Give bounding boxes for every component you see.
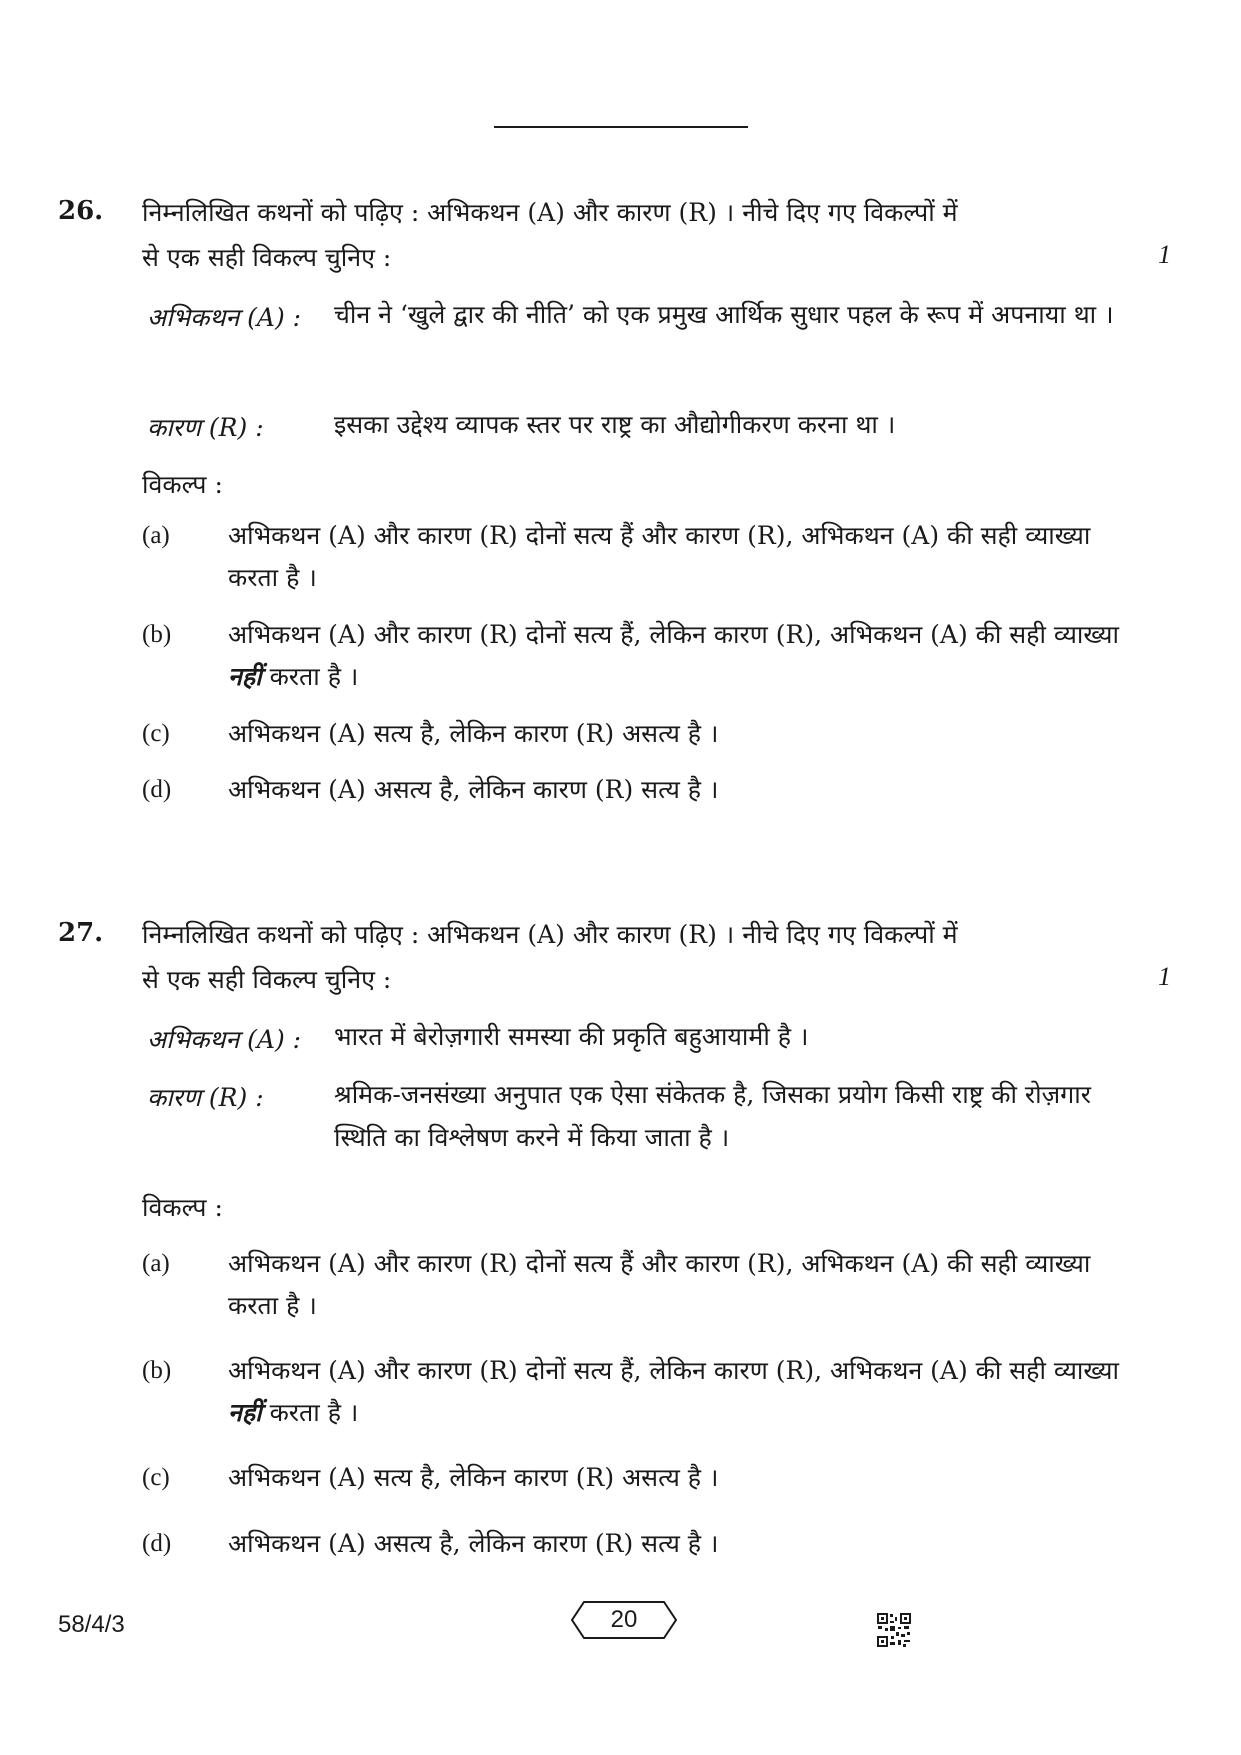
top-divider-rule (494, 126, 748, 128)
question-intro-line1: निम्नलिखित कथनों को पढ़िए : अभिकथन (A) और कारण (R) । नीचे दिए गए विकल्पों में (142, 920, 958, 949)
option-letter-d: (d) (142, 776, 172, 803)
option-letter-a: (a) (142, 522, 170, 549)
option-letter-c: (c) (142, 1464, 170, 1491)
option-text-c: अभिकथन (A) सत्य है, लेकिन कारण (R) असत्य है । (228, 1463, 719, 1492)
question-number: 26. (58, 196, 104, 226)
options-heading: विकल्प : (142, 470, 223, 499)
assertion-label: अभिकथन (A) : (147, 1025, 302, 1054)
reason-text: श्रमिक-जनसंख्या अनुपात एक ऐसा संकेतक है, जिसका प्रयोग किसी राष्ट्र की रोज़गार स्थिति का विश्लेषण करने में किया जाता है । (334, 1080, 1091, 1152)
reason-label: कारण (R) : (147, 413, 264, 442)
option-text-d: अभिकथन (A) असत्य है, लेकिन कारण (R) सत्य है । (228, 775, 719, 804)
reason-label: कारण (R) : (147, 1083, 264, 1112)
reason-text: इसका उद्देश्य व्यापक स्तर पर राष्ट्र का औद्योगीकरण करना था । (334, 410, 896, 439)
assertion-text: भारत में बेरोज़गारी समस्या की प्रकृति बहुआयामी है । (334, 1022, 809, 1051)
page-number: 20 (610, 1606, 638, 1633)
option-text-b: अभिकथन (A) और कारण (R) दोनों सत्य हैं, लेकिन कारण (R), अभिकथन (A) की सही व्याख्या नहीं करता है । (228, 620, 1120, 691)
paper-code: 58/4/3 (58, 1611, 125, 1638)
option-letter-c: (c) (142, 720, 170, 747)
option-letter-d: (d) (142, 1530, 172, 1557)
option-text-c: अभिकथन (A) सत्य है, लेकिन कारण (R) असत्य है । (228, 719, 719, 748)
option-text-d: अभिकथन (A) असत्य है, लेकिन कारण (R) सत्य है । (228, 1529, 719, 1558)
option-text-a: अभिकथन (A) और कारण (R) दोनों सत्य हैं और कारण (R), अभिकथन (A) की सही व्याख्या करता है । (228, 1249, 1091, 1320)
question-intro-line1: निम्नलिखित कथनों को पढ़िए : अभिकथन (A) और कारण (R) । नीचे दिए गए विकल्पों में (142, 198, 958, 227)
question-intro-line2: से एक सही विकल्प चुनिए : (142, 965, 392, 994)
assertion-text: चीन ने ‘खुले द्वार की नीति’ को एक प्रमुख आर्थिक सुधार पहल के रूप में अपनाया था । (334, 300, 1114, 329)
question-intro-line2: से एक सही विकल्प चुनिए : (142, 243, 392, 272)
option-text-a: अभिकथन (A) और कारण (R) दोनों सत्य हैं और कारण (R), अभिकथन (A) की सही व्याख्या करता है । (228, 521, 1091, 592)
assertion-label: अभिकथन (A) : (147, 303, 302, 332)
emphasis-nahin: नहीं (228, 662, 262, 691)
question-marks: 1 (1158, 240, 1171, 269)
question-number: 27. (58, 918, 104, 948)
qr-code-icon (876, 1612, 912, 1648)
option-letter-b: (b) (142, 621, 172, 648)
emphasis-nahin: नहीं (228, 1398, 262, 1427)
option-letter-b: (b) (142, 1357, 172, 1384)
options-heading: विकल्प : (142, 1193, 223, 1222)
option-text-b: अभिकथन (A) और कारण (R) दोनों सत्य हैं, लेकिन कारण (R), अभिकथन (A) की सही व्याख्या नहीं करता है । (228, 1356, 1120, 1427)
question-marks: 1 (1158, 962, 1171, 991)
option-letter-a: (a) (142, 1250, 170, 1277)
